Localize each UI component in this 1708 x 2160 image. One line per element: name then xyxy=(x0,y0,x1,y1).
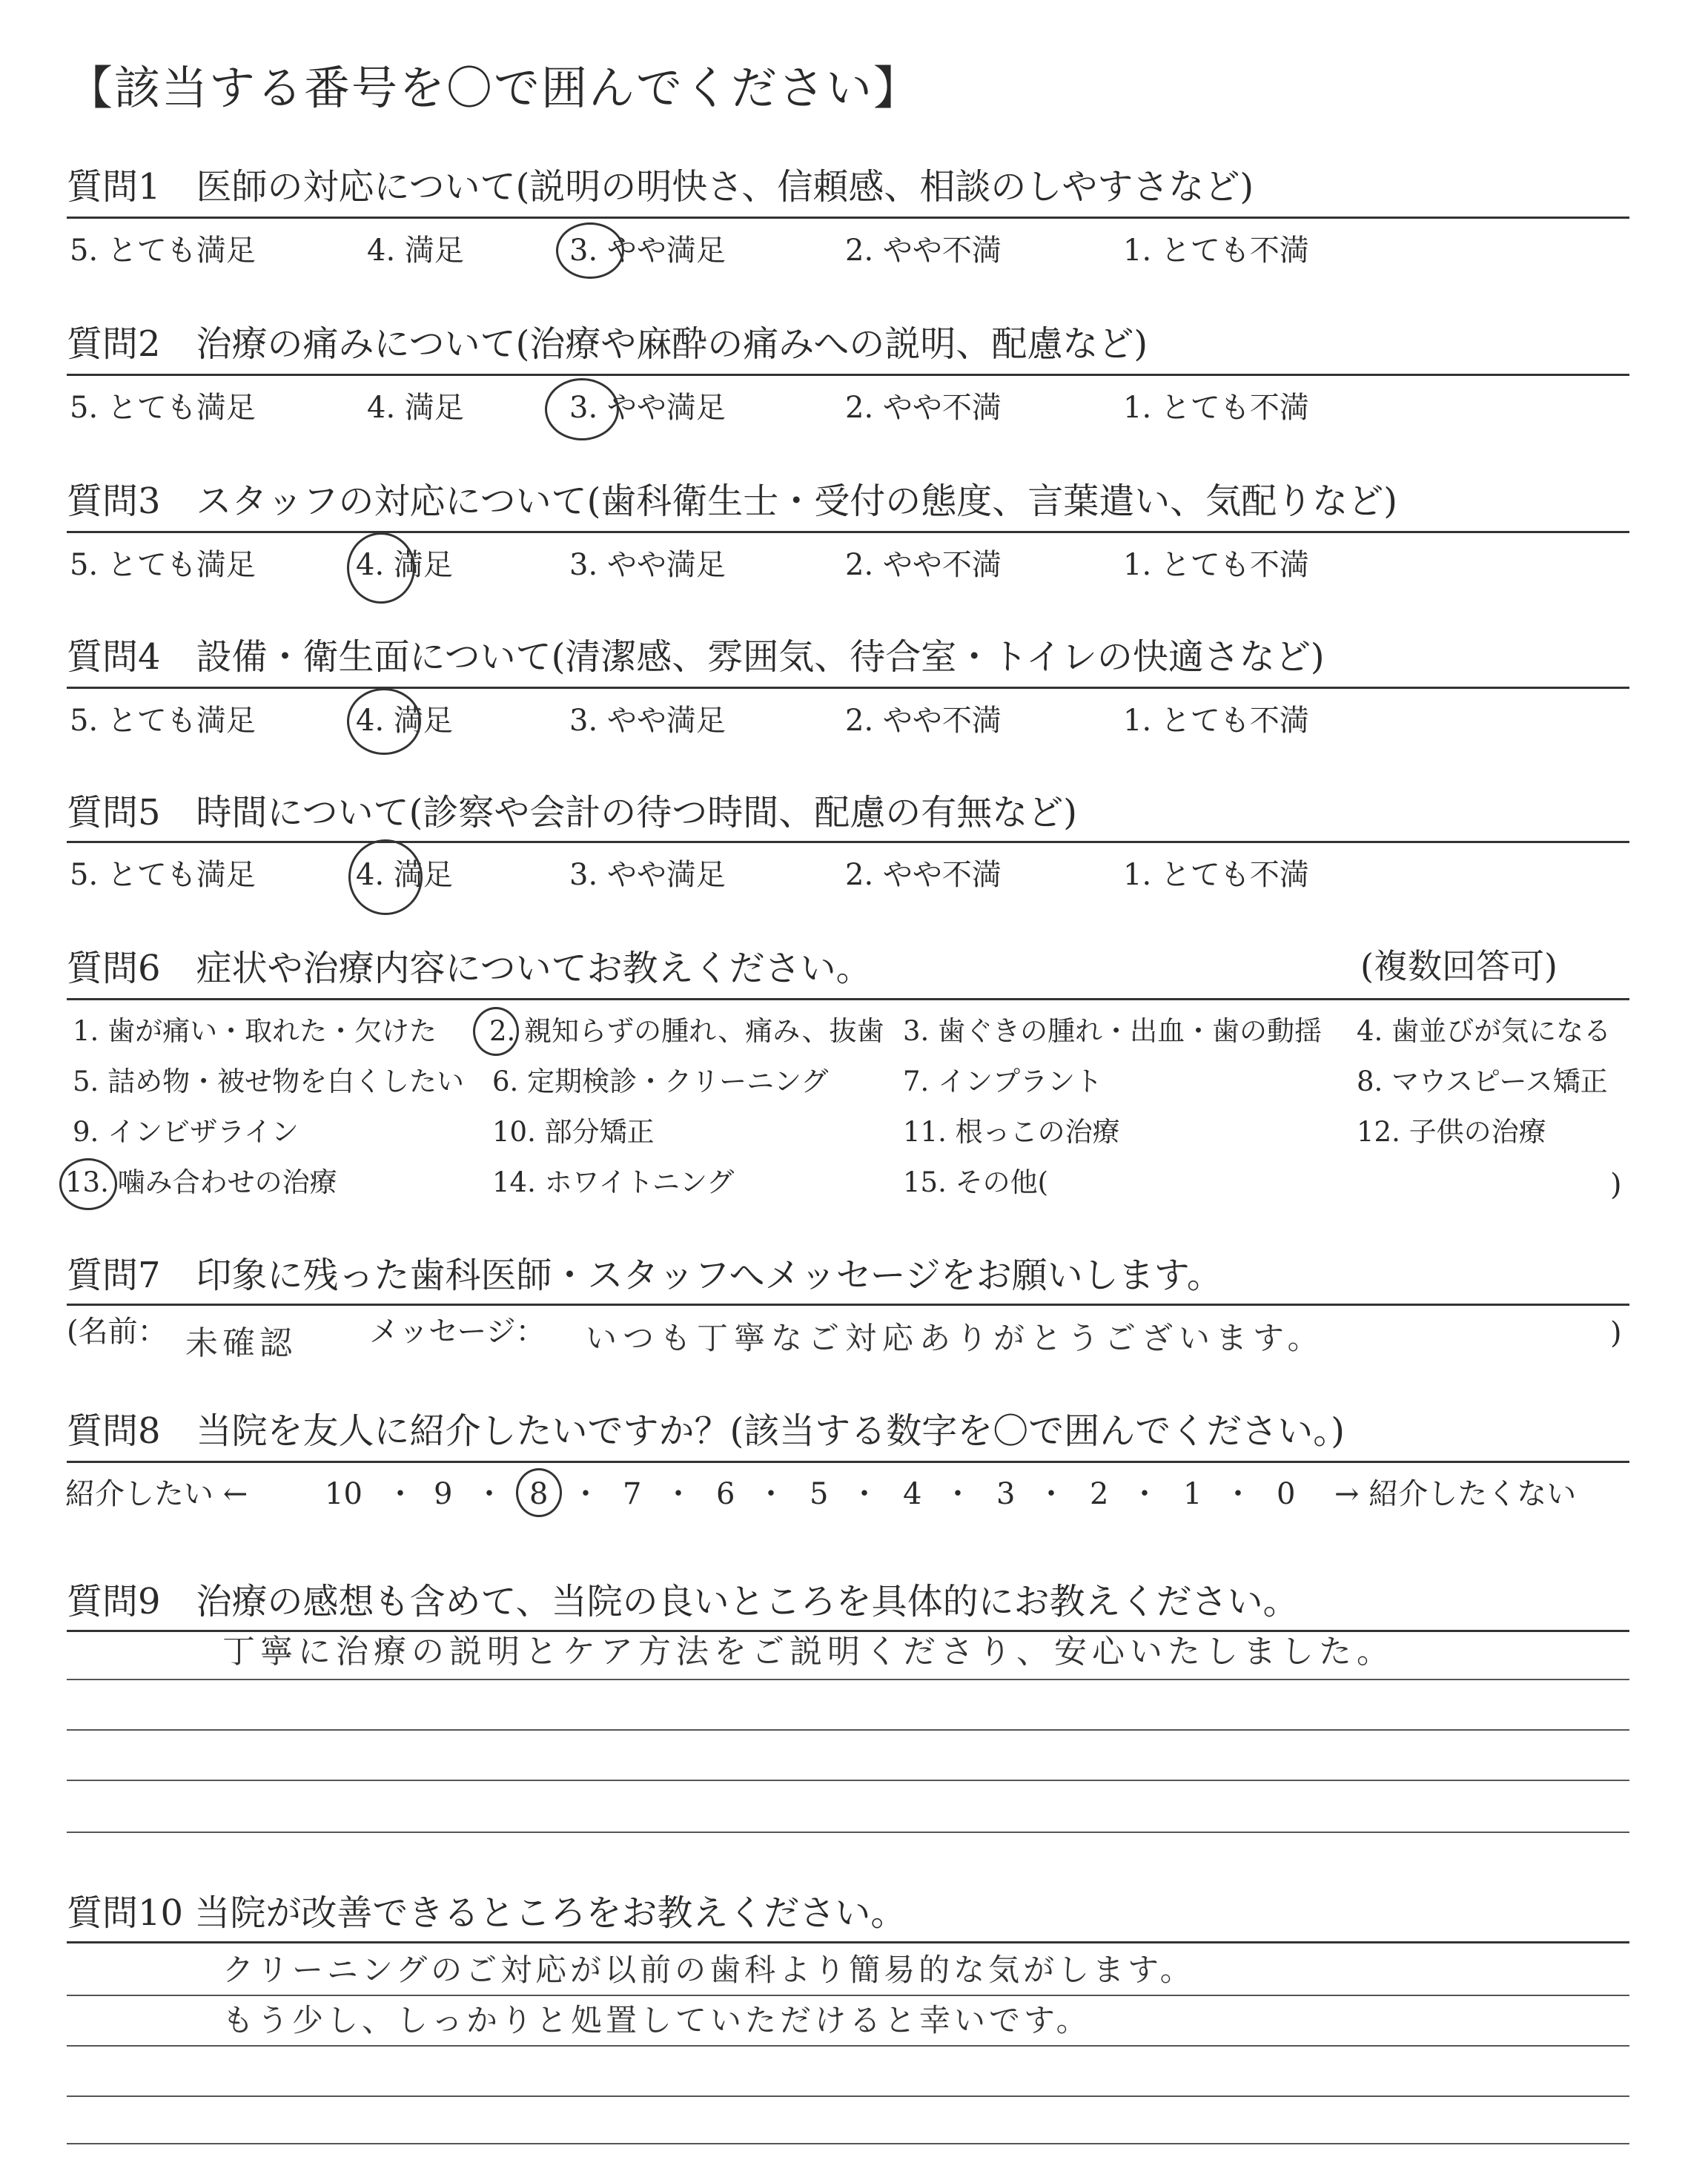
q9-answer-handwritten: 丁寧に治療の説明とケア方法をご説明くださり、安心いたしました。 xyxy=(222,1633,1394,1671)
q5-option-1[interactable]: 1. とても不満 xyxy=(1123,858,1309,892)
question-5-rule xyxy=(67,841,1629,843)
q3-option-3[interactable]: 3. やや満足 xyxy=(569,548,726,582)
q2-option-5[interactable]: 5. とても満足 xyxy=(70,391,256,425)
q6-selection-circle-13 xyxy=(59,1158,117,1210)
q5-option-4[interactable]: 4. 満足 xyxy=(356,858,453,892)
q4-option-5[interactable]: 5. とても満足 xyxy=(70,704,256,738)
question-6-rule xyxy=(67,998,1629,1000)
q6-option-11[interactable]: 11. 根っこの治療 xyxy=(903,1116,1120,1148)
q1-option-2[interactable]: 2. やや不満 xyxy=(845,234,1002,268)
q8-left-label: 紹介したい ← xyxy=(65,1477,248,1511)
q8-scale-2[interactable]: 2 xyxy=(1090,1477,1109,1511)
q6-option-7[interactable]: 7. インプラント xyxy=(903,1066,1103,1097)
q2-option-1[interactable]: 1. とても不満 xyxy=(1123,391,1309,425)
question-2-title: 質問2 治療の痛みについて(治療や麻酔の痛みへの説明、配慮など) xyxy=(67,323,1148,365)
q8-selection-circle xyxy=(516,1468,562,1517)
q7-message-handwritten: いつも丁寧なご対応ありがとうございます。 xyxy=(586,1320,1325,1356)
q6-option-13[interactable]: 13. 噛み合わせの治療 xyxy=(65,1166,337,1198)
question-4-title: 質問4 設備・衛生面について(清潔感、雰囲気、待合室・トイレの快適さなど) xyxy=(67,636,1325,678)
q4-option-3[interactable]: 3. やや満足 xyxy=(569,704,726,738)
question-5-title: 質問5 時間について(診察や会計の待つ時間、配慮の有無など) xyxy=(67,792,1078,833)
q8-scale-sep: ・ xyxy=(1036,1477,1066,1511)
question-8-rule xyxy=(67,1461,1629,1463)
q8-scale-0[interactable]: 0 xyxy=(1277,1477,1296,1511)
q3-option-4[interactable]: 4. 満足 xyxy=(356,548,453,582)
q5-option-3[interactable]: 3. やや満足 xyxy=(569,858,726,892)
question-7-title: 質問7 印象に残った歯科医師・スタッフへメッセージをお願いします。 xyxy=(67,1255,1222,1296)
question-3-rule xyxy=(67,531,1629,533)
q8-scale-4[interactable]: 4 xyxy=(903,1477,922,1511)
q7-message-label: メッセージ： xyxy=(369,1315,546,1349)
q2-option-3[interactable]: 3. やや満足 xyxy=(569,391,726,425)
question-8-title: 質問8 当院を友人に紹介したいですか？(該当する数字を〇で囲んでください。) xyxy=(67,1410,1345,1452)
q10-answer-handwritten-2: もう少し、しっかりと処置していただけると幸いです。 xyxy=(222,2002,1091,2038)
q8-scale-sep: ・ xyxy=(850,1477,879,1511)
q6-option-15[interactable]: 15. その他( xyxy=(903,1166,1049,1198)
question-10-rule xyxy=(67,1941,1629,1943)
q1-option-3[interactable]: 3. やや満足 xyxy=(569,234,726,268)
q3-option-2[interactable]: 2. やや不満 xyxy=(845,548,1002,582)
q3-option-1[interactable]: 1. とても不満 xyxy=(1123,548,1309,582)
q1-selection-circle xyxy=(556,222,624,279)
q2-option-4[interactable]: 4. 満足 xyxy=(367,391,464,425)
q4-option-1[interactable]: 1. とても不満 xyxy=(1123,704,1309,738)
q8-scale-sep: ・ xyxy=(474,1477,504,1511)
q3-option-5[interactable]: 5. とても満足 xyxy=(70,548,256,582)
q8-scale-sep: ・ xyxy=(943,1477,973,1511)
q9-answer-line-2 xyxy=(67,1729,1629,1731)
q8-scale-sep: ・ xyxy=(385,1477,415,1511)
q6-option-4[interactable]: 4. 歯並びが気になる xyxy=(1357,1015,1612,1047)
question-1-title: 質問1 医師の対応について(説明の明快さ、信頼感、相談のしやすさなど) xyxy=(67,166,1254,208)
q6-option-14[interactable]: 14. ホワイトニング xyxy=(492,1166,735,1198)
q1-option-5[interactable]: 5. とても満足 xyxy=(70,234,256,268)
multiple-answers-note: (複数回答可) xyxy=(1360,946,1558,986)
question-10-title: 質問10 当院が改善できるところをお教えください。 xyxy=(67,1892,907,1934)
q6-option-3[interactable]: 3. 歯ぐきの腫れ・出血・歯の動揺 xyxy=(903,1015,1323,1047)
q10-answer-handwritten-1: クリーニングのご対応が以前の歯科より簡易的な気がします。 xyxy=(222,1952,1195,1988)
question-1-rule xyxy=(67,217,1629,219)
q7-name-handwritten: 未確認 xyxy=(185,1324,297,1362)
q8-scale-sep: ・ xyxy=(663,1477,693,1511)
q6-option-9[interactable]: 9. インビザライン xyxy=(73,1116,299,1148)
q8-scale-9[interactable]: 9 xyxy=(434,1477,453,1511)
q8-scale-sep: ・ xyxy=(756,1477,786,1511)
question-9-rule xyxy=(67,1630,1629,1632)
q8-scale-3[interactable]: 3 xyxy=(996,1477,1016,1511)
q8-scale-10[interactable]: 10 xyxy=(325,1477,363,1511)
q3-selection-circle xyxy=(347,532,415,604)
q8-scale-1[interactable]: 1 xyxy=(1183,1477,1202,1511)
q5-selection-circle xyxy=(348,839,423,915)
q2-selection-circle xyxy=(545,378,619,440)
q7-close-paren: ) xyxy=(1610,1316,1622,1350)
q8-scale-sep: ・ xyxy=(1223,1477,1253,1511)
q8-scale-sep: ・ xyxy=(571,1477,600,1511)
q2-option-2[interactable]: 2. やや不満 xyxy=(845,391,1002,425)
q8-scale-7[interactable]: 7 xyxy=(623,1477,642,1511)
question-2-rule xyxy=(67,374,1629,376)
q6-option-2[interactable]: 2. 親知らずの腫れ、痛み、抜歯 xyxy=(489,1015,884,1047)
q6-option-10[interactable]: 10. 部分矯正 xyxy=(492,1116,655,1148)
q9-answer-line-4 xyxy=(67,1832,1629,1833)
question-6-title: 質問6 症状や治療内容についてお教えください。 xyxy=(67,948,872,989)
q8-scale-6[interactable]: 6 xyxy=(716,1477,735,1511)
instruction-heading: 【該当する番号を〇で囲んでください】 xyxy=(67,61,921,115)
q8-scale-5[interactable]: 5 xyxy=(810,1477,829,1511)
q10-answer-line-3 xyxy=(67,2095,1629,2097)
q7-name-label: (名前： xyxy=(67,1315,168,1349)
q6-option-8[interactable]: 8. マウスピース矯正 xyxy=(1357,1066,1608,1097)
q4-option-4[interactable]: 4. 満足 xyxy=(356,704,453,738)
q8-scale-sep: ・ xyxy=(1130,1477,1159,1511)
question-7-rule xyxy=(67,1304,1629,1306)
q9-answer-line-3 xyxy=(67,1780,1629,1781)
q8-scale-8[interactable]: 8 xyxy=(529,1477,549,1511)
q6-other-close-paren: ) xyxy=(1610,1168,1622,1202)
q6-selection-circle-2 xyxy=(473,1007,519,1056)
question-9-title: 質問9 治療の感想も含めて、当院の良いところを具体的にお教えください。 xyxy=(67,1581,1299,1622)
q9-answer-line-1 xyxy=(67,1679,1629,1680)
q10-answer-line-2 xyxy=(67,2045,1629,2047)
q5-option-5[interactable]: 5. とても満足 xyxy=(70,858,256,892)
q6-option-5[interactable]: 5. 詰め物・被せ物を白くしたい xyxy=(73,1066,465,1097)
q4-selection-circle xyxy=(347,688,421,755)
q1-option-1[interactable]: 1. とても不満 xyxy=(1123,234,1309,268)
q4-option-2[interactable]: 2. やや不満 xyxy=(845,704,1002,738)
q1-option-4[interactable]: 4. 満足 xyxy=(367,234,464,268)
q6-option-6[interactable]: 6. 定期検診・クリーニング xyxy=(492,1066,829,1097)
q6-option-1[interactable]: 1. 歯が痛い・取れた・欠けた xyxy=(73,1015,437,1047)
q10-answer-line-1 xyxy=(67,1995,1629,1996)
q10-answer-line-4 xyxy=(67,2143,1629,2144)
q8-right-label: → 紹介したくない xyxy=(1334,1477,1577,1511)
q6-option-12[interactable]: 12. 子供の治療 xyxy=(1357,1116,1546,1148)
question-3-title: 質問3 スタッフの対応について(歯科衛生士・受付の態度、言葉遣い、気配りなど) xyxy=(67,480,1398,522)
q5-option-2[interactable]: 2. やや不満 xyxy=(845,858,1002,892)
question-4-rule xyxy=(67,687,1629,689)
